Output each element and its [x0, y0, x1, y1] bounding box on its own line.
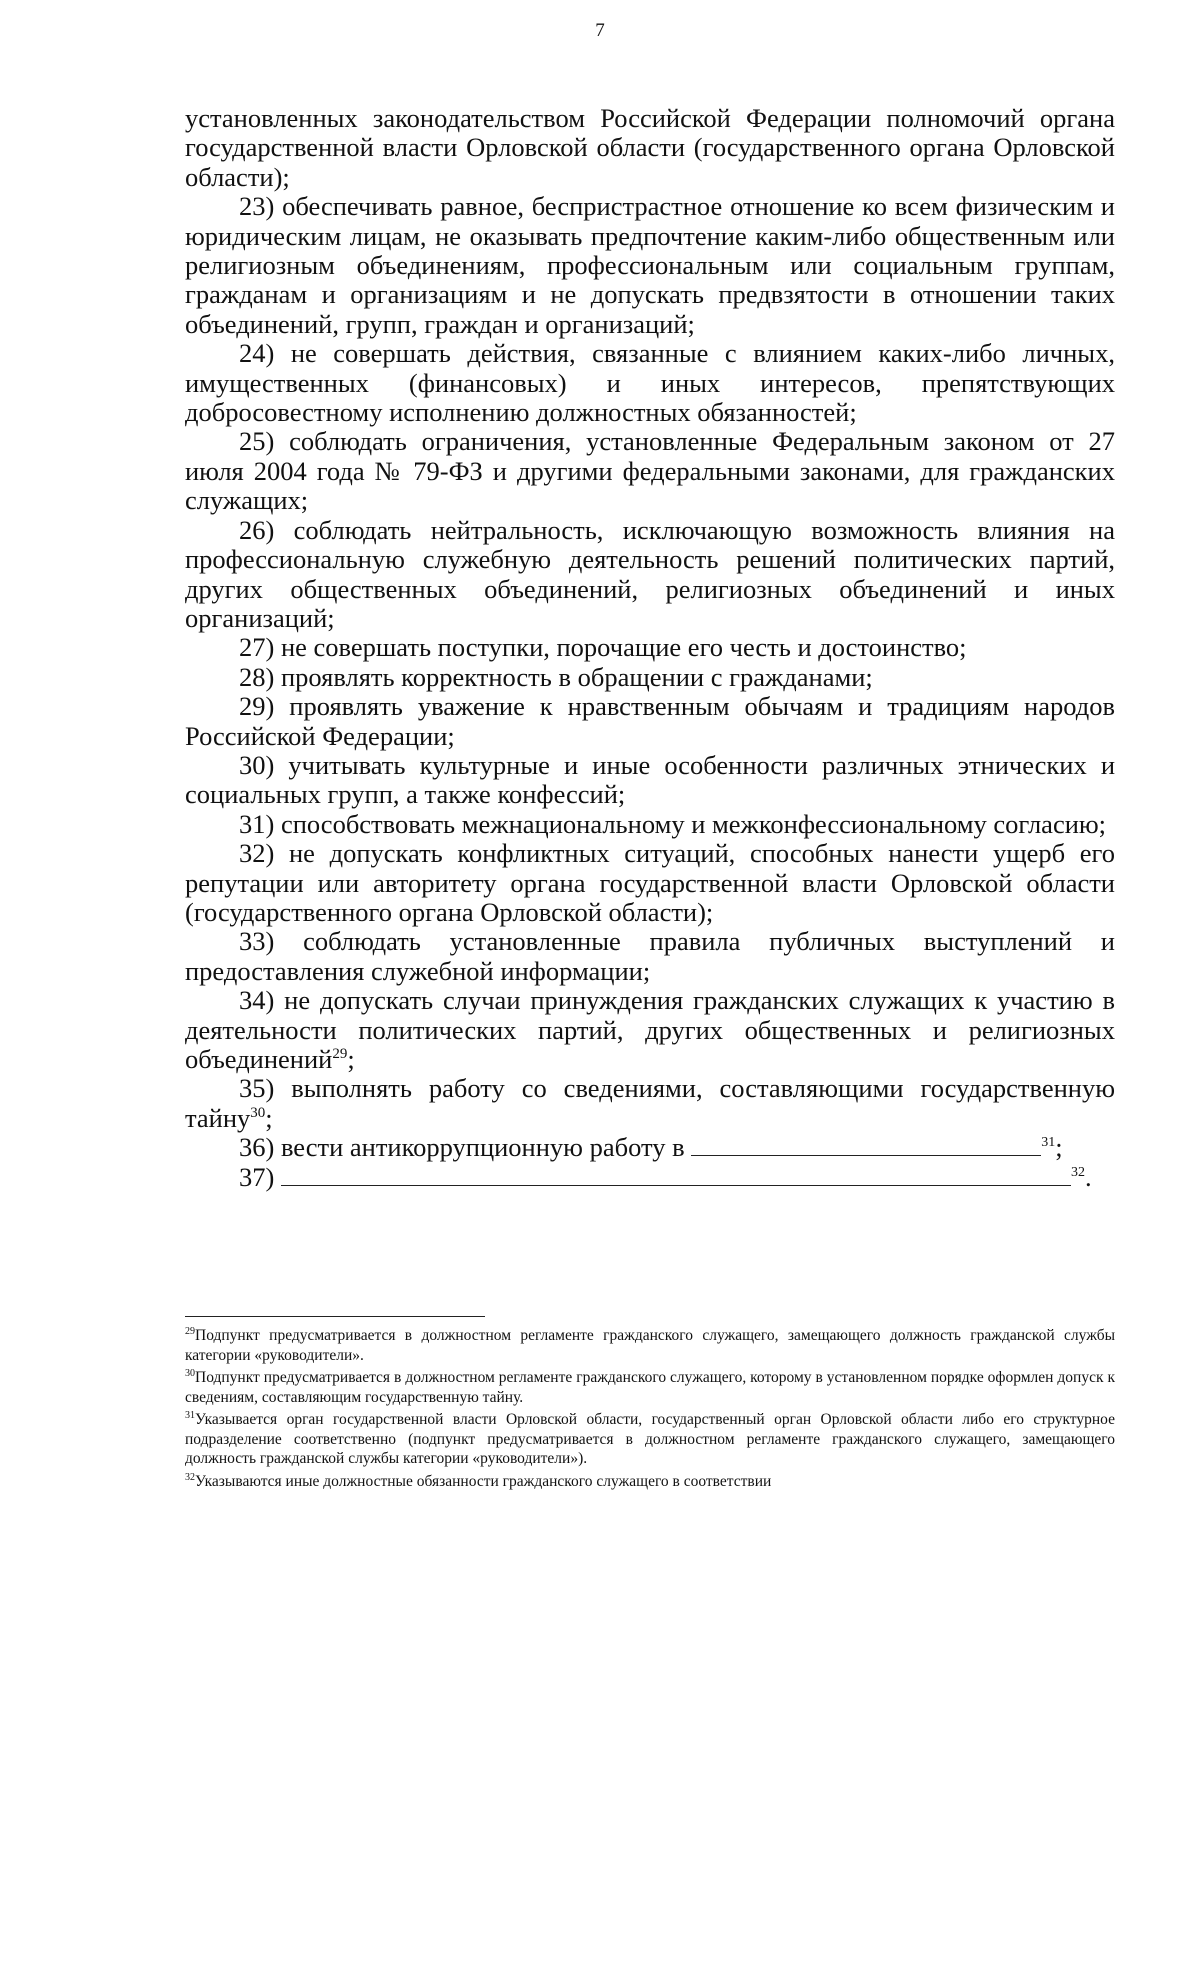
footnote-number: 30 — [185, 1367, 195, 1379]
footnote-number: 29 — [185, 1325, 195, 1337]
paragraph-29: 29) проявлять уважение к нравственным обычаям и традициям народов Российской Федерации; — [185, 691, 1115, 751]
footnote-29 — [185, 1326, 1115, 1365]
paragraph-36-text: 36) вести антикоррупционную работу в — [239, 1132, 685, 1163]
footnote-31 — [185, 1410, 1115, 1469]
footnote-ref-32: 32 — [1070, 1164, 1085, 1180]
footnote-separator — [185, 1316, 485, 1317]
page-number: 7 — [595, 20, 605, 41]
paragraph-35-end: ; — [265, 1102, 273, 1133]
footnote-ref-30: 30 — [250, 1104, 266, 1121]
paragraph-27: 27) не совершать поступки, порочащие его честь и достоинство; — [239, 632, 967, 663]
paragraph-31: 31) способствовать межнациональному и межконфессиональному согласию; — [239, 808, 1107, 839]
footnote-32 — [185, 1472, 1115, 1492]
paragraph-36-end: ; — [1055, 1132, 1063, 1163]
paragraph-37-end: . — [1084, 1161, 1092, 1192]
document-body — [185, 104, 1115, 1192]
paragraph-33: 33) соблюдать установленные правила публичных выступлений и предоставления служебной информации; — [185, 926, 1115, 986]
footnote-30 — [185, 1368, 1115, 1407]
footnote-number: 31 — [185, 1409, 195, 1421]
paragraph-34-end: ; — [347, 1044, 355, 1074]
footnote-text: Подпункт предусматривается в должностном регламенте гражданского служащего, которому в установленном порядке оформлен допуск к сведениям, составляющим государственную тайну. — [185, 1369, 1115, 1406]
paragraph-35-text: 35) выполнять работу со сведениями, составляющими государственную тайну — [185, 1073, 1115, 1133]
footnote-ref-31: 31 — [1041, 1135, 1056, 1151]
footnote-ref-29: 29 — [332, 1046, 348, 1063]
paragraph-34-text: 34) не допускать случаи принуждения гражданских служащих к участию в деятельности политических партий, других общественных и религиозных объединений — [185, 985, 1115, 1074]
footnote-number: 32 — [185, 1471, 195, 1483]
paragraph-34 — [185, 986, 1115, 1074]
footnotes — [185, 1326, 1115, 1494]
paragraph-26: 26) соблюдать нейтральность, исключающую возможность влияния на профессиональную служебную деятельность решений политических партий, других общественных объединений, религиозных объединений и иных организаций; — [185, 514, 1115, 633]
blank-line-37 — [281, 1163, 1071, 1186]
footnote-text: Указываются иные должностные обязанности гражданского служащего в соответствии — [195, 1472, 772, 1490]
footnote-text: Указывается орган государственной власти Орловской области, государственный орган Орловской области либо его структурное подразделение соответственно (подпункт предусматривается в должностном регламенте гражданского служащего, замещающего должность гражданской службы категории «руководители»). — [185, 1411, 1115, 1467]
paragraph-37-text: 37) — [239, 1161, 275, 1192]
paragraph-23: 23) обеспечивать равное, беспристрастное отношение ко всем физическим и юридическим лицам, не оказывать предпочтение каким-либо общественным или религиозным объединениям, профессиональным или социальным группам, гражданам и организациям и не допускать предвзятости в отношении таких объединений, групп, граждан и организаций; — [185, 191, 1115, 339]
paragraph-36 — [185, 1133, 1115, 1162]
paragraph-37 — [185, 1163, 1115, 1192]
paragraph-32: 32) не допускать конфликтных ситуаций, способных нанести ущерб его репутации или авторитету органа государственной власти Орловской области (государственного органа Орловской области); — [185, 838, 1115, 927]
blank-line-36 — [691, 1133, 1041, 1156]
footnote-text: Подпункт предусматривается в должностном регламенте гражданского служащего, замещающего должность гражданской службы категории «руководители». — [185, 1327, 1115, 1364]
paragraph-30: 30) учитывать культурные и иные особенности различных этнических и социальных групп, а также конфессий; — [185, 749, 1115, 810]
paragraph-28: 28) проявлять корректность в обращении с гражданами; — [239, 661, 873, 692]
paragraph-24: 24) не совершать действия, связанные с влиянием каких-либо личных, имущественных (финансовых) и иных интересов, препятствующих добросовестному исполнению должностных обязанностей; — [185, 338, 1115, 428]
paragraph-35 — [185, 1074, 1115, 1133]
paragraph-25: 25) соблюдать ограничения, установленные Федеральным законом от 27 июля 2004 года № 79-ФЗ и другими федеральными законами, для гражданских служащих; — [185, 426, 1115, 516]
paragraph-continuation: установленных законодательством Российской Федерации полномочий органа государственной власти Орловской области (государственного органа Орловской области); — [185, 103, 1115, 192]
